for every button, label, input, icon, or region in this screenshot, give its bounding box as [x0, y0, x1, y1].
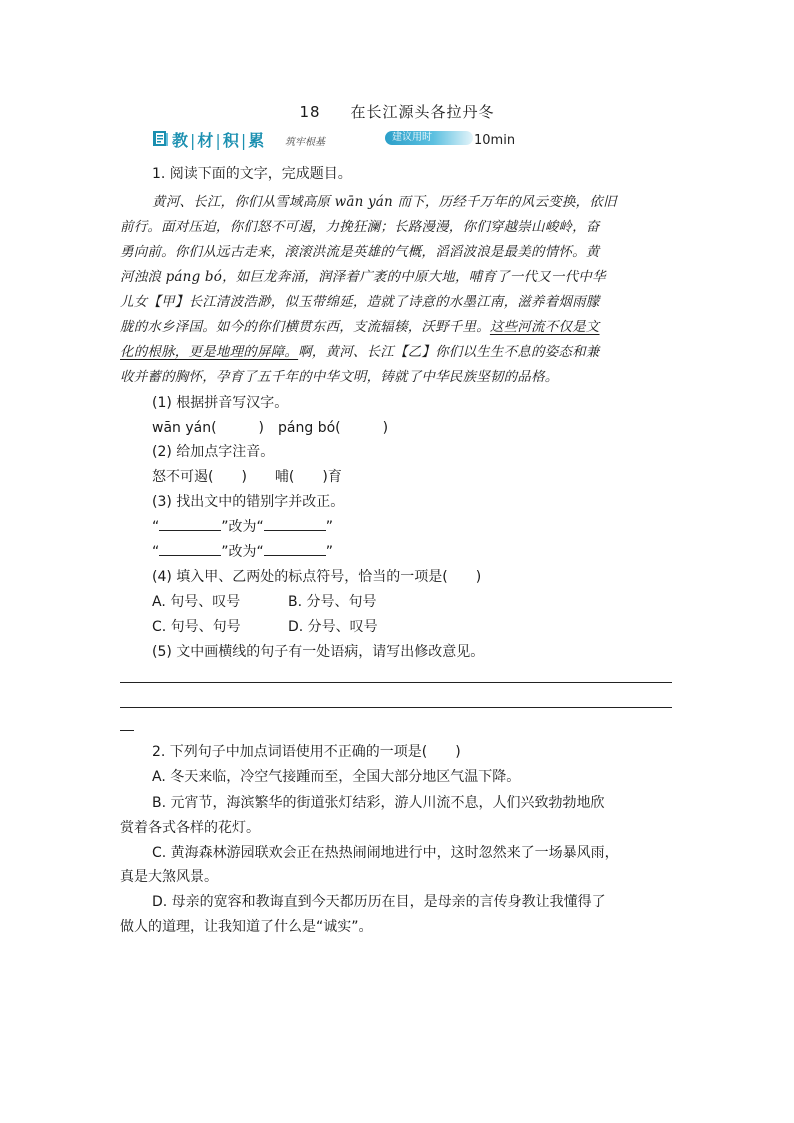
option-c: C. 句号、句号 [152, 619, 241, 635]
option-d: D. 母亲的宽容和教诲直到今天都历历在目，是母亲的言传身教让我懂得了 [152, 894, 606, 910]
sub-question-2: (2) 给加点字注音。 [152, 444, 275, 460]
question-2-prompt: 2. 下列句子中加点词语使用不正确的一项是( ) [152, 744, 461, 760]
option-b: B. 分号、句号 [288, 594, 377, 610]
change-to-text: ”改为“ [221, 544, 264, 560]
answer-line-end [120, 730, 134, 731]
sub-question-3: (3) 找出文中的错别字并改正。 [152, 494, 345, 510]
sub-question-4: (4) 填入甲、乙两处的标点符号，恰当的一项是( ) [152, 569, 482, 585]
option-c-continued: 真是大煞风景。 [120, 869, 218, 885]
passage-text: 啊，黄河、长江【乙】你们以生生不息的姿态和兼 [298, 344, 600, 360]
passage-line [120, 340, 600, 360]
close-quote: ” [325, 519, 334, 535]
section-subtitle: 筑牢根基 [285, 137, 325, 148]
passage-line: 儿女【甲】长江清波浩渺，似玉带绵延，造就了诗意的水墨江南，滋养着烟雨朦 [120, 294, 600, 310]
answer-line[interactable] [120, 682, 672, 683]
open-quote: “ [152, 544, 160, 560]
sub-question-5: (5) 文中画横线的句子有一处语病，请写出修改意见。 [152, 644, 485, 660]
answer-line[interactable] [120, 707, 672, 708]
option-a: A. 句号、叹号 [152, 594, 241, 610]
lesson-title [0, 101, 794, 122]
heading-char: 材 [197, 131, 215, 150]
phonetic-answer-line: 怒不可遏( ) 哺( )育 [152, 469, 342, 485]
underlined-sentence: 化的根脉，更是地理的屏障。 [120, 344, 299, 360]
suggested-time-label: 建议用时 [392, 132, 432, 143]
passage-line: 河浊浪 páng bó，如巨龙奔涌，润泽着广袤的中原大地，哺育了一代又一代中华 [120, 269, 606, 285]
correct-char-blank[interactable] [264, 543, 326, 556]
wrong-char-blank[interactable] [159, 518, 221, 531]
heading-char: 教 [172, 131, 190, 150]
option-a: A. 冬天来临，冷空气接踵而至，全国大部分地区气温下降。 [152, 769, 521, 785]
pinyin-answer-line: wān yán( ) páng bó( ) [152, 420, 389, 436]
option-d-continued: 做人的道理，让我知道了什么是“诚实”。 [120, 919, 373, 935]
option-c: C. 黄海森林游园联欢会正在热热闹闹地进行中，这时忽然来了一场暴风雨， [152, 845, 619, 861]
option-d: D. 分号、叹号 [288, 619, 378, 635]
sub-question-1: (1) 根据拼音写汉字。 [152, 395, 289, 411]
section-banner [152, 128, 532, 150]
book-icon [152, 130, 169, 148]
heading-char: 累 [248, 131, 266, 150]
wrong-char-blank[interactable] [159, 543, 221, 556]
underlined-sentence: 这些河流不仅是文 [489, 319, 600, 335]
change-to-text: ”改为“ [221, 519, 264, 535]
option-b-continued: 赏着各式各样的花灯。 [120, 820, 260, 836]
passage-text: 胧的水乡泽国。如今的你们横贯东西，支流辐辏，沃野千里。 [120, 319, 490, 335]
passage-line: 勇向前。你们从远古走来，滚滚洪流是英雄的气概，滔滔波浪是最美的情怀。黄 [120, 244, 600, 260]
section-heading: 教|材|积|累 [172, 131, 266, 150]
passage-line: 收并蓄的胸怀，孕育了五千年的中华文明，铸就了中华民族坚韧的品格。 [120, 369, 559, 385]
lesson-number: 18 [299, 103, 321, 121]
passage-line: 前行。面对压迫，你们怒不可遏，力挽狂澜；长路漫漫，你们穿越崇山峻岭，奋 [120, 219, 600, 235]
correct-char-blank[interactable] [264, 518, 326, 531]
passage-line: 黄河、长江，你们从雪域高原 wān yán 而下，历经千万年的风云变换，依旧 [152, 194, 617, 210]
suggested-time-value: 10min [474, 133, 516, 148]
correction-line [152, 516, 333, 536]
question-1-prompt: 1. 阅读下面的文字，完成题目。 [152, 166, 352, 182]
lesson-name: 在长江源头各拉丹冬 [350, 103, 495, 121]
close-quote: ” [325, 544, 334, 560]
option-b: B. 元宵节，海滨繁华的街道张灯结彩，游人川流不息，人们兴致勃勃地欣 [152, 795, 605, 811]
suggested-time-badge [385, 131, 473, 145]
heading-char: 积 [222, 131, 240, 150]
correction-line [152, 541, 333, 561]
open-quote: “ [152, 519, 160, 535]
passage-line [120, 315, 600, 335]
